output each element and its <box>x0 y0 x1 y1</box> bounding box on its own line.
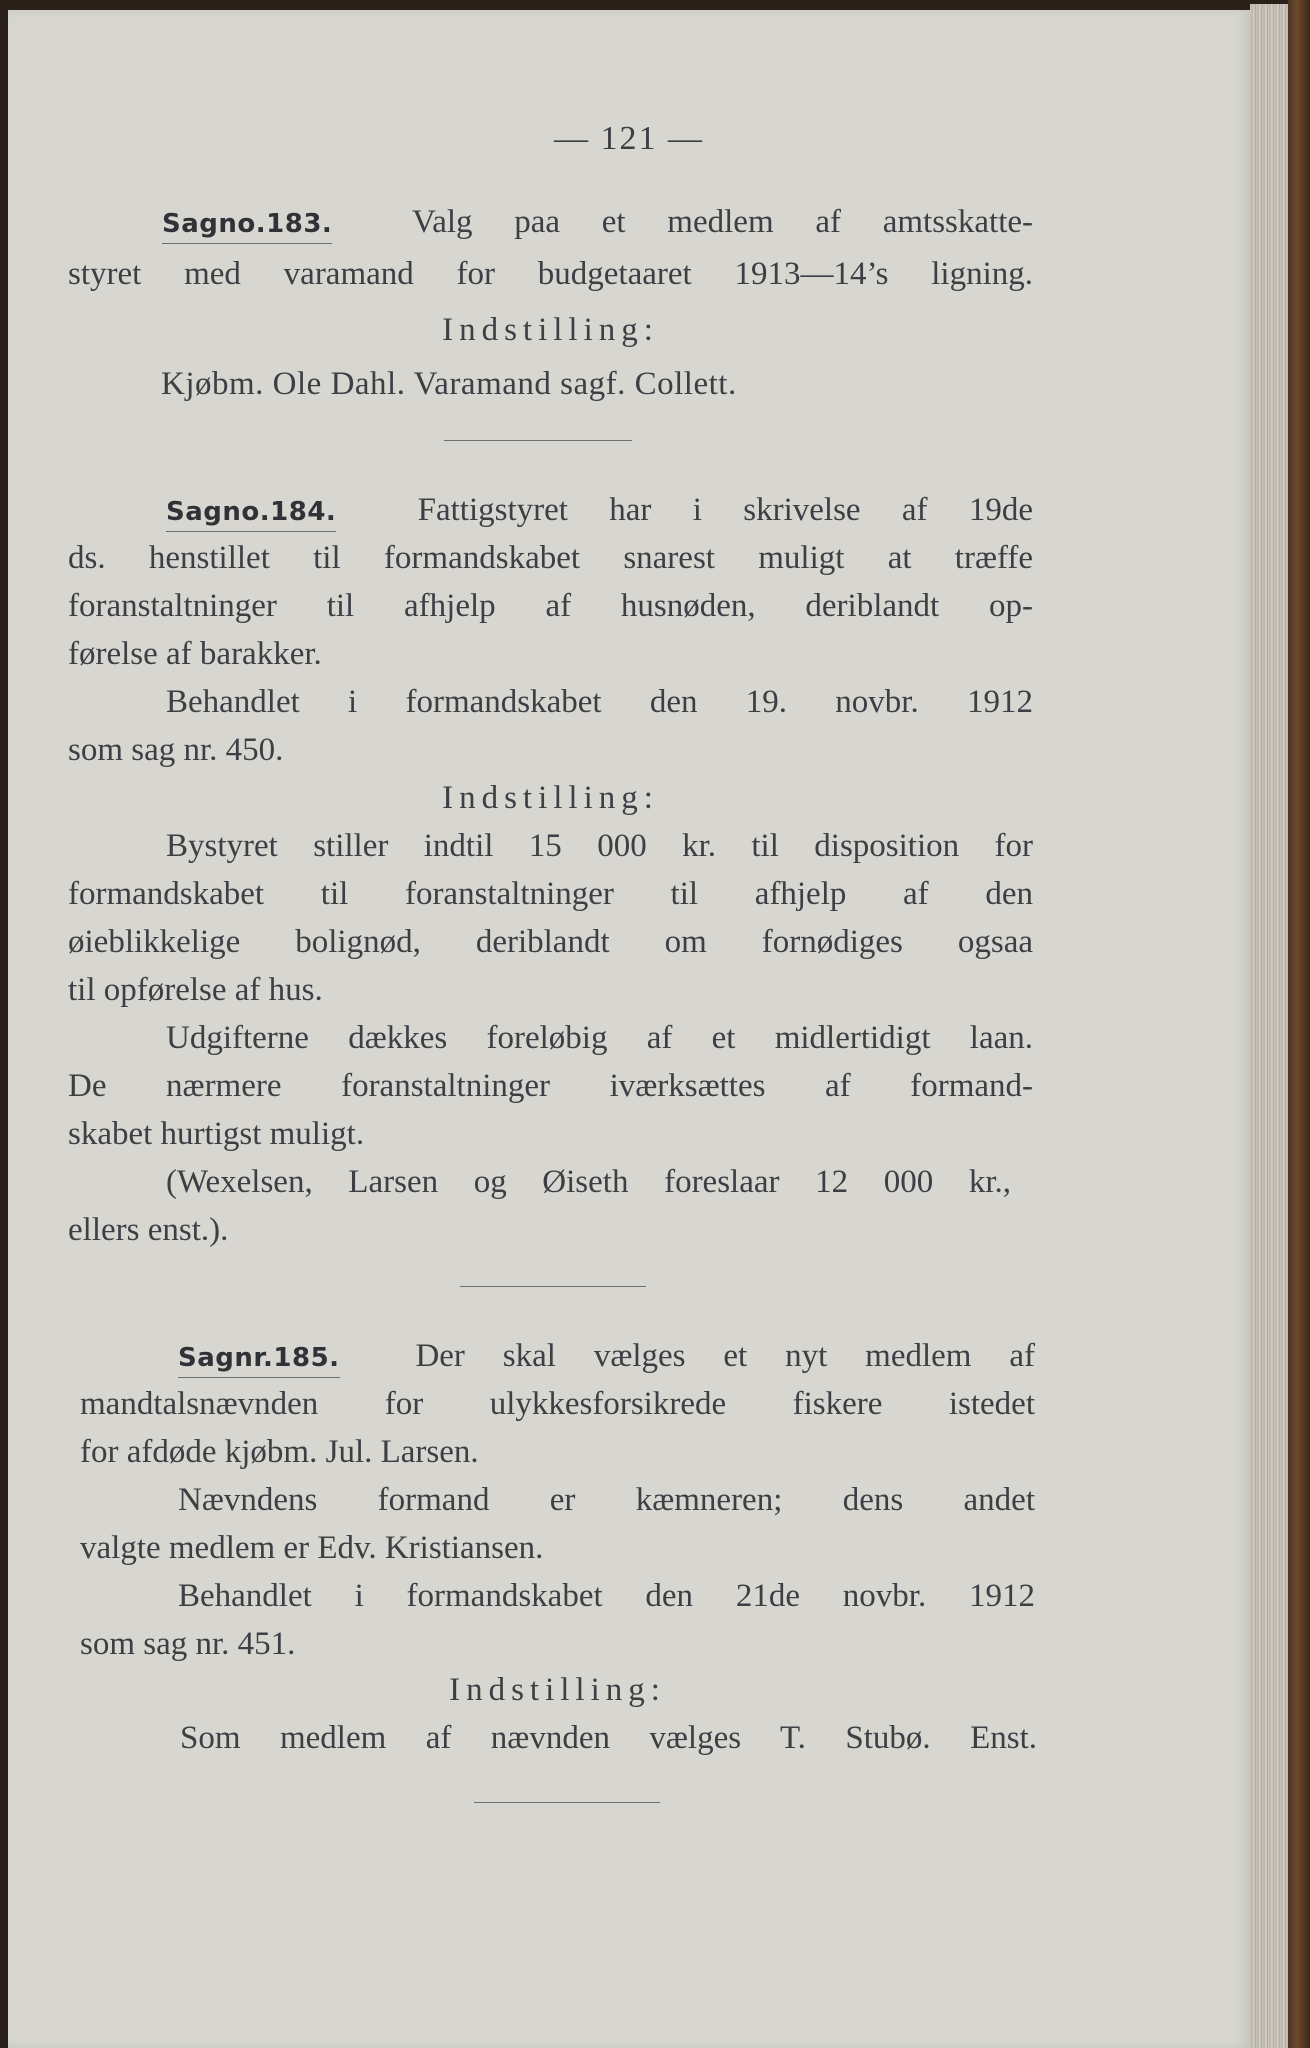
section-divider <box>460 1286 646 1287</box>
paragraph-line: foranstaltninger til afhjelp af husnøden, deriblandt op- <box>68 588 1033 624</box>
paragraph-line: Kjøbm. Ole Dahl. Varamand sagf. Collett. <box>161 366 737 402</box>
paragraph-line: skabet hurtigst muligt. <box>68 1116 365 1152</box>
paragraph-line: Udgifterne dækkes foreløbig af et midlertidigt laan. <box>166 1020 1033 1056</box>
paragraph-line: Bystyret stiller indtil 15 000 kr. til disposition for <box>166 828 1033 864</box>
paragraph-line: styret med varamand for budgetaaret 1913—14’s ligning. <box>68 256 1033 292</box>
paragraph-line: Behandlet i formandskabet den 19. novbr. 1912 <box>166 684 1033 720</box>
paragraph-line: førelse af barakker. <box>68 636 322 672</box>
paragraph-line: som sag nr. 451. <box>80 1626 296 1662</box>
paragraph-line <box>166 494 1033 527</box>
case-label: Sagno.183. <box>162 209 332 244</box>
paragraph-line: valgte medlem er Edv. Kristiansen. <box>80 1530 544 1566</box>
book-page <box>8 10 1250 2048</box>
paragraph-line: til opførelse af hus. <box>68 972 323 1008</box>
paragraph-line: for afdøde kjøbm. Jul. Larsen. <box>80 1434 479 1470</box>
indstilling-heading: Indstilling: <box>442 312 659 348</box>
text-line: Der skal vælges et nyt medlem af <box>415 1338 1035 1374</box>
paragraph-line: som sag nr. 450. <box>68 732 284 768</box>
paragraph-line <box>162 206 1033 239</box>
paragraph-line: formandskabet til foranstaltninger til afhjelp af den <box>68 876 1033 912</box>
paragraph-line: mandtalsnævnden for ulykkesforsikrede fiskere istedet <box>80 1386 1035 1422</box>
paragraph-line: De nærmere foranstaltninger iværksættes af formand- <box>68 1068 1033 1104</box>
indstilling-heading: Indstilling: <box>449 1672 666 1708</box>
paragraph-line: øieblikkelige bolignød, deriblandt om fornødiges ogsaa <box>68 924 1033 960</box>
paragraph-line: ds. henstillet til formandskabet snarest muligt at træffe <box>68 540 1033 576</box>
case-label: Sagno.184. <box>166 497 336 532</box>
page-number: — 121 — <box>554 120 704 157</box>
indstilling-heading: Indstilling: <box>442 780 659 816</box>
section-divider <box>474 1802 660 1803</box>
paragraph-line: Nævndens formand er kæmneren; dens andet <box>178 1482 1035 1518</box>
paragraph-line: Som medlem af nævnden vælges T. Stubø. Enst. <box>180 1720 1037 1756</box>
paragraph-line: (Wexelsen, Larsen og Øiseth foreslaar 12 000 kr., <box>166 1164 1011 1200</box>
section-divider <box>444 440 632 441</box>
paragraph-line <box>178 1340 1035 1373</box>
paragraph-line: Behandlet i formandskabet den 21de novbr. 1912 <box>178 1578 1035 1614</box>
case-label: Sagnr.185. <box>178 1343 340 1378</box>
text-line: Fattigstyret har i skrivelse af 19de <box>417 492 1034 528</box>
page-edges <box>1250 4 1288 2048</box>
paragraph-line: ellers enst.). <box>68 1212 229 1248</box>
text-line: Valg paa et medlem af amtsskatte- <box>412 204 1033 240</box>
book-cover-edge <box>1288 0 1310 2048</box>
